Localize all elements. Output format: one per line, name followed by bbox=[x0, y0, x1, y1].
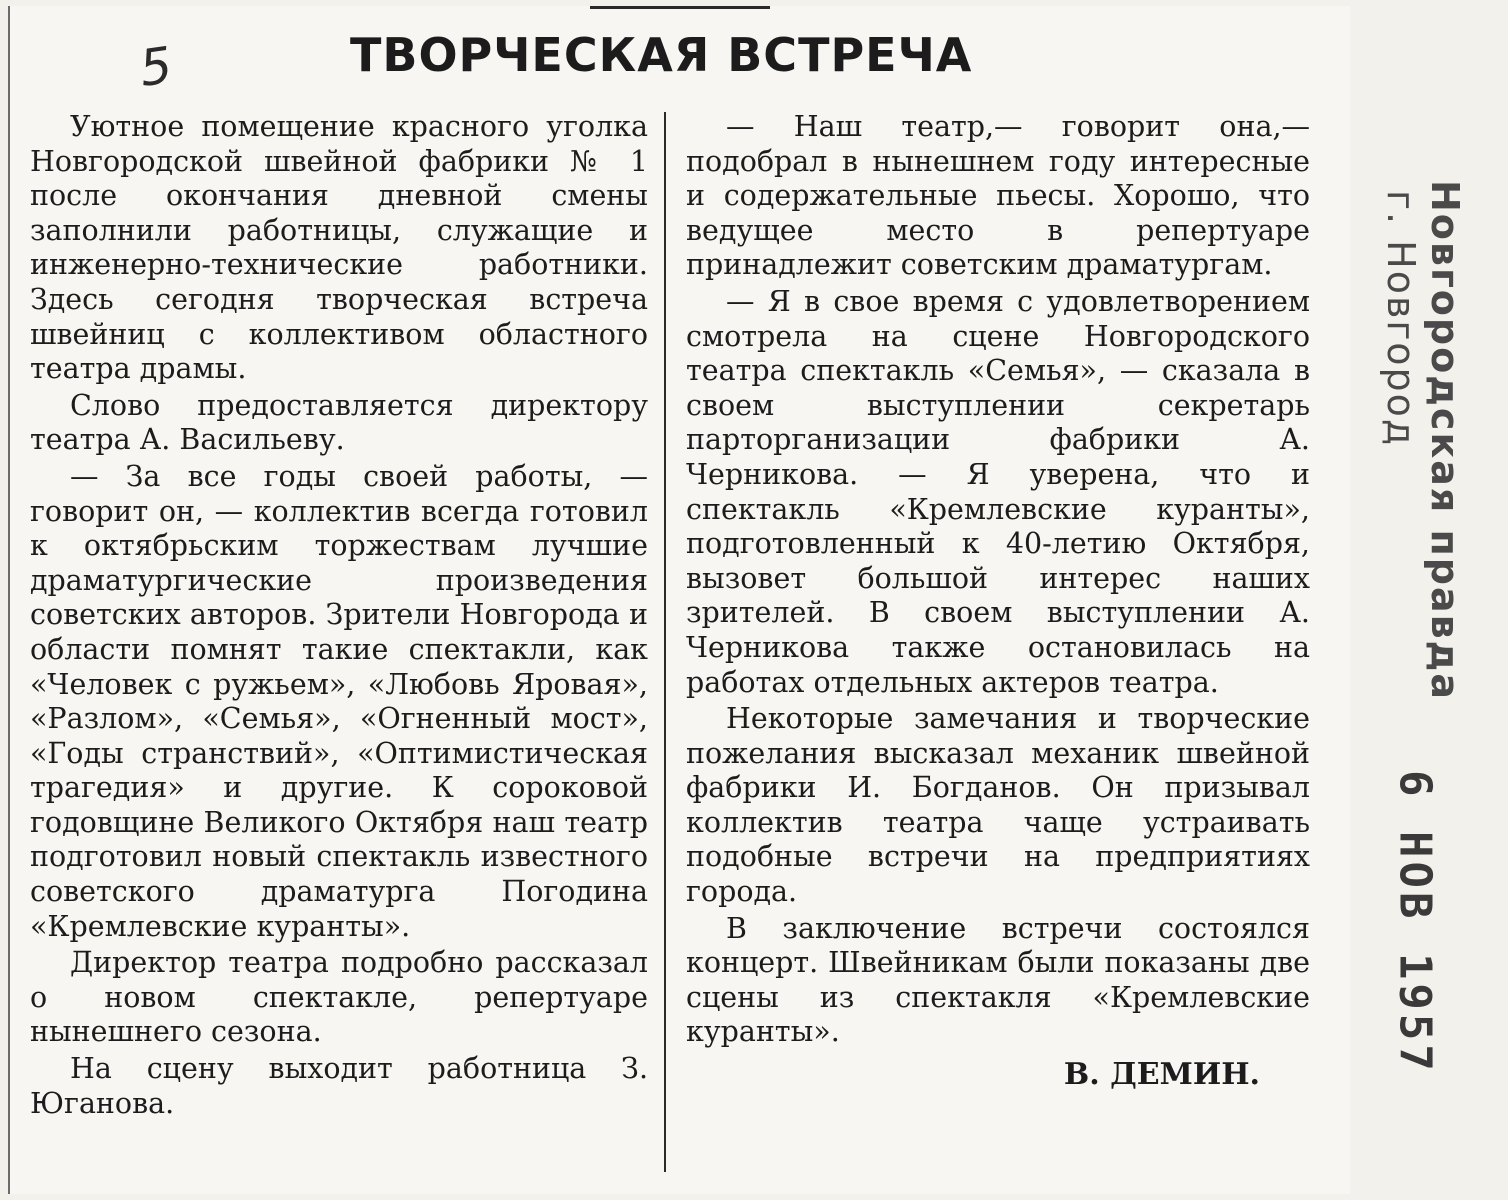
top-rule bbox=[590, 6, 770, 9]
paragraph: Уютное помещение красного уголка Новгородской швейной фабрики № 1 после окончания дневной смены заполнили работницы, служащие и инженерно-технические работники. Здесь сегодня творческая встреча швейниц с коллективом областного театра драмы. bbox=[30, 110, 648, 386]
paragraph: В заключение встречи состоялся концерт. Швейникам были показаны две сцены из спектакля «Кремлевские куранты». bbox=[686, 911, 1310, 1049]
stamp-date-text: 6 НОВ 1957 bbox=[1389, 770, 1441, 1075]
date-stamp bbox=[1390, 770, 1450, 1190]
paragraph: — Я в свое время с удовлетворением смотрела на сцене Новгородского театра спектакль «Семья», — сказала в своем выступлении секретарь парторганизации фабрики А. Черникова. — Я уверена, что и спектакль «Кремлевские куранты», подготовленный к 40-летию Октября, вызовет большой интерес наших зрителей. В своем выступлении А. Черникова также остановилась на работах отдельных актеров театра. bbox=[686, 284, 1310, 699]
paragraph: На сцену выходит работница З. Юганова. bbox=[30, 1052, 648, 1120]
stamp-newspaper-name: Новгородская правда bbox=[1423, 180, 1467, 701]
paragraph: Слово предоставляется директору театра А. Васильеву. bbox=[30, 388, 648, 457]
article-left-column bbox=[30, 110, 648, 1123]
handwritten-number: 5 bbox=[136, 36, 176, 98]
paragraph: Директор театра подробно рассказал о новом спектакле, репертуаре нынешнего сезона. bbox=[30, 946, 648, 1049]
article-right-column bbox=[686, 110, 1310, 1093]
column-divider bbox=[664, 112, 666, 1172]
paragraph: — За все годы своей работы, — говорит он, — коллектив всегда готовил к октябрьским торжествам лучшие драматургические произведения советских авторов. Зрители Новгорода и области помнят такие спектакли, как «Человек с ружьем», «Любовь Яровая», «Разлом», «Семья», «Огненный мост», «Годы странствий», «Оптимистическая трагедия» и другие. К сороковой годовщине Великого Октября наш театр подготовил новый спектакль известного советского драматурга Погодина «Кремлевские куранты». bbox=[30, 459, 648, 943]
article-headline: ТВОРЧЕСКАЯ ВСТРЕЧА bbox=[350, 28, 973, 82]
author-signature: В. ДЕМИН. bbox=[1063, 1057, 1260, 1093]
paragraph: — Наш театр,— говорит она,— подобрал в нынешнем году интересные и содержательные пьесы. Хорошо, что ведущее место в репертуаре принадлежит советским драматургам. bbox=[686, 110, 1310, 282]
paragraph: Некоторые замечания и творческие пожелания высказал механик швейной фабрики И. Богданов. Он призывал коллектив театра чаще устраивать подобные встречи на предприятиях города. bbox=[686, 702, 1310, 909]
stamp-city: г. Новгород bbox=[1379, 190, 1423, 448]
